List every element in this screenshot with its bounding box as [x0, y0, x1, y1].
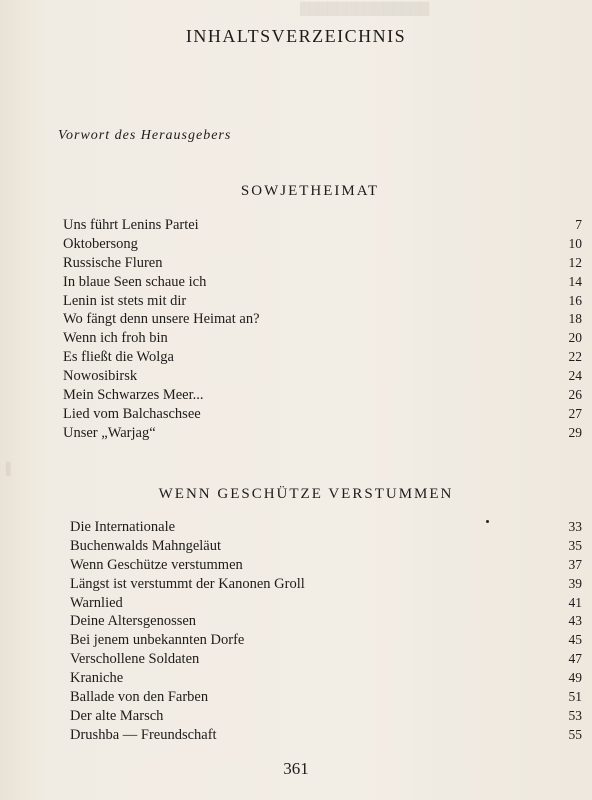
toc-entry [0, 518, 592, 537]
toc-entry [0, 707, 592, 726]
entry-page: 43 [568, 613, 582, 629]
toc-entry [0, 631, 592, 650]
entry-page: 47 [568, 651, 582, 667]
entry-page: 35 [568, 537, 582, 553]
entry-page: 22 [568, 349, 582, 365]
entry-label: Wo fängt denn unsere Heimat an? [63, 311, 260, 328]
toc-entry [0, 273, 592, 292]
toc-entry [0, 650, 592, 669]
section-entries-wenn-geschuetze-verstummen [0, 518, 592, 745]
entry-label: Wenn ich froh bin [63, 330, 168, 347]
entry-label: Es fließt die Wolga [63, 349, 174, 366]
entry-label: Ballade von den Farben [70, 689, 209, 706]
entry-page: 49 [568, 670, 582, 686]
toc-entry [0, 348, 592, 367]
entry-page: 41 [568, 594, 582, 610]
toc-entry [0, 612, 592, 631]
entry-label: Russische Fluren [63, 254, 163, 271]
entry-page: 18 [568, 311, 582, 327]
entry-page: 53 [568, 707, 582, 723]
toc-title: INHALTSVERZEICHNIS [185, 26, 407, 46]
toc-entry [0, 669, 592, 688]
toc-entry [0, 216, 592, 235]
entry-page: 29 [568, 424, 582, 440]
toc-entry [0, 329, 592, 348]
entry-page: 45 [568, 632, 582, 648]
entry-label: Lenin ist stets mit dir [63, 292, 187, 309]
entry-label: Bei jenem unbekannten Dorfe [70, 632, 245, 649]
toc-entry [0, 235, 592, 254]
entry-label: Wenn Geschütze verstummen [70, 556, 243, 573]
entry-page: 14 [568, 273, 582, 289]
toc-entry [0, 424, 592, 443]
entry-label: Uns führt Lenins Partei [63, 217, 199, 233]
entry-page: 12 [568, 254, 582, 270]
entry-label: Deine Altersgenossen [70, 613, 197, 630]
entry-label: Warnlied [70, 594, 123, 611]
toc-entry [0, 292, 592, 311]
toc-entry [0, 575, 592, 594]
preface-entry: Vorwort des Herausgebers [58, 128, 232, 143]
entry-page: 26 [568, 387, 582, 403]
entry-page: 24 [568, 368, 582, 384]
entry-label: Mein Schwarzes Meer... [63, 387, 204, 404]
entry-label: Unser „Warjag“ [63, 424, 156, 441]
toc-entry [0, 254, 592, 273]
entry-page: 37 [568, 556, 582, 572]
entry-label: Oktobersong [63, 235, 138, 252]
toc-entry [0, 367, 592, 386]
section-title-wenn-geschuetze-verstummen: WENN GESCHÜTZE VERSTUMMEN [158, 486, 454, 502]
entry-page: 33 [568, 519, 582, 534]
entry-label: In blaue Seen schaue ich [63, 273, 207, 290]
entry-label: Längst ist verstummt der Kanonen Groll [70, 575, 305, 592]
toc-entry [0, 386, 592, 405]
entry-label: Lied vom Balchaschsee [63, 405, 201, 422]
entry-label: Der alte Marsch [70, 707, 164, 724]
section-entries-sowjetheimat [0, 216, 592, 443]
entry-page: 55 [568, 726, 582, 742]
entry-label: Verschollene Soldaten [70, 651, 200, 668]
entry-label: Drushba — Freundschaft [70, 726, 217, 743]
toc-entry [0, 556, 592, 575]
entry-label: Kraniche [70, 670, 124, 687]
entry-page: 51 [568, 689, 582, 705]
show-through-text: ██████████████ [300, 2, 430, 16]
entry-label: Die Internationale [70, 519, 176, 535]
show-through-margin: ▌ [6, 462, 16, 476]
entry-page: 7 [575, 217, 582, 232]
entry-label: Nowosibirsk [63, 368, 138, 385]
entry-page: 39 [568, 575, 582, 591]
entry-page: 16 [568, 292, 582, 308]
page-number: 361 [283, 759, 309, 778]
toc-entry [0, 688, 592, 707]
toc-entry [0, 537, 592, 556]
toc-entry [0, 726, 592, 745]
toc-entry [0, 405, 592, 424]
entry-page: 27 [568, 405, 582, 421]
toc-entry [0, 594, 592, 613]
entry-page: 20 [568, 330, 582, 346]
entry-label: Buchenwalds Mahngeläut [70, 537, 222, 554]
toc-entry [0, 310, 592, 329]
entry-page: 10 [568, 235, 582, 251]
section-title-sowjetheimat: SOWJETHEIMAT [240, 183, 380, 199]
